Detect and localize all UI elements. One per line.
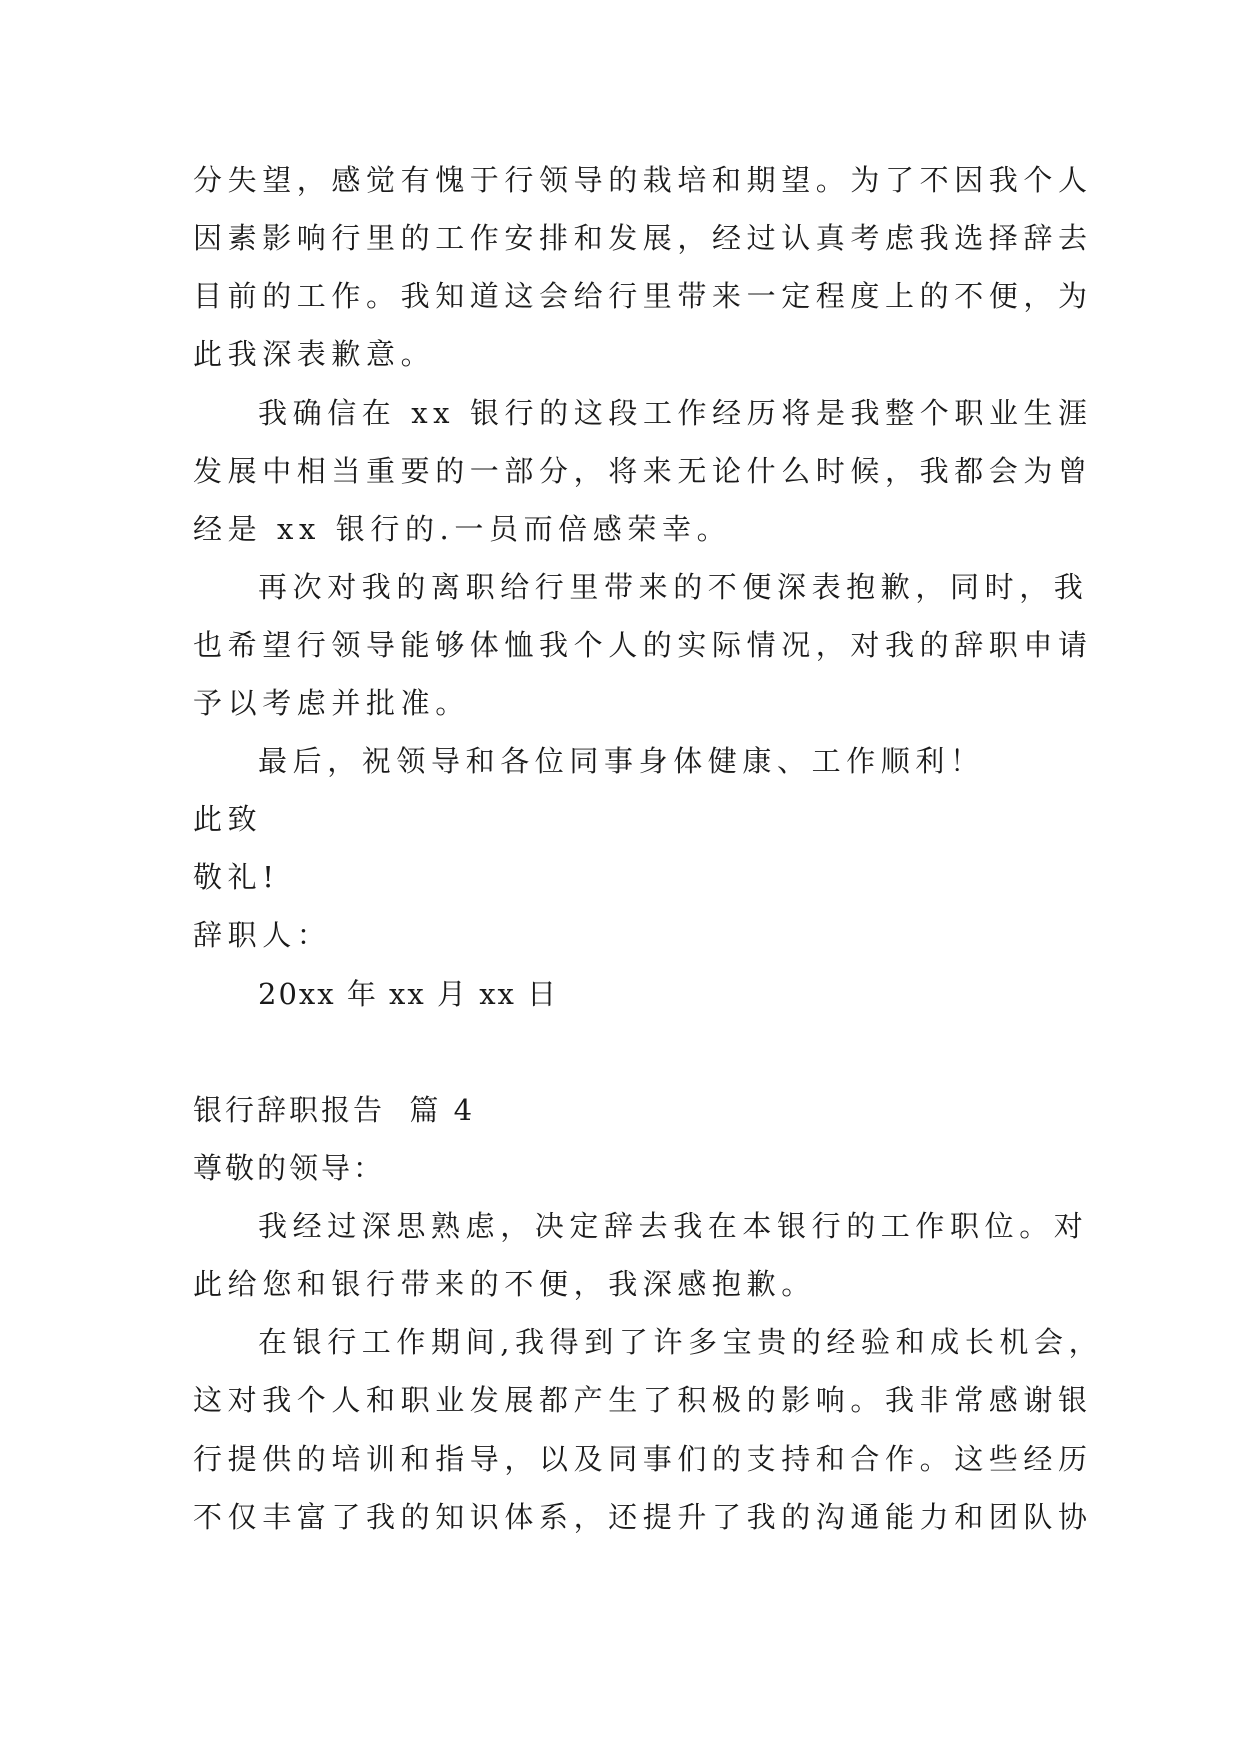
paragraph-line: 目前的工作。我知道这会给行里带来一定程度上的不便，为 bbox=[193, 279, 1093, 313]
salutation-line: 敬礼! bbox=[193, 860, 280, 894]
paragraph-line: 行提供的培训和指导，以及同事们的支持和合作。这些经历 bbox=[193, 1442, 1093, 1476]
paragraph-line: 不仅丰富了我的知识体系，还提升了我的沟通能力和团队协 bbox=[193, 1500, 1093, 1534]
paragraph-line: 此给您和银行带来的不便，我深感抱歉。 bbox=[193, 1267, 816, 1301]
paragraph-line: 因素影响行里的工作安排和发展，经过认真考虑我选择辞去 bbox=[193, 221, 1093, 255]
paragraph-line: 在银行工作期间,我得到了许多宝贵的经验和成长机会， bbox=[258, 1325, 1104, 1359]
paragraph-line: 我经过深思熟虑，决定辞去我在本银行的工作职位。对 bbox=[258, 1209, 1089, 1243]
section-title: 银行辞职报告 篇 4 bbox=[193, 1093, 476, 1127]
paragraph-line: 发展中相当重要的一部分，将来无论什么时候，我都会为曾 bbox=[193, 454, 1093, 488]
paragraph-line: 经是 xx 银行的.一员而倍感荣幸。 bbox=[193, 512, 732, 546]
paragraph-line: 予以考虑并批准。 bbox=[193, 686, 470, 720]
paragraph-line: 也希望行领导能够体恤我个人的实际情况，对我的辞职申请 bbox=[193, 628, 1093, 662]
paragraph-line: 再次对我的离职给行里带来的不便深表抱歉，同时，我 bbox=[258, 570, 1089, 604]
paragraph-line: 分失望，感觉有愧于行领导的栽培和期望。为了不因我个人 bbox=[193, 163, 1093, 197]
date-line: 20xx 年 xx 月 xx 日 bbox=[258, 977, 559, 1011]
paragraph-line: 这对我个人和职业发展都产生了积极的影响。我非常感谢银 bbox=[193, 1383, 1093, 1417]
closing-wish: 最后，祝领导和各位同事身体健康、工作顺利！ bbox=[258, 744, 985, 778]
paragraph-line: 我确信在 xx 银行的这段工作经历将是我整个职业生涯 bbox=[258, 396, 1093, 430]
greeting: 尊敬的领导： bbox=[193, 1151, 386, 1185]
salutation-line: 此致 bbox=[193, 802, 263, 836]
signer-label: 辞职人： bbox=[193, 918, 332, 952]
paragraph-line: 此我深表歉意。 bbox=[193, 337, 436, 371]
